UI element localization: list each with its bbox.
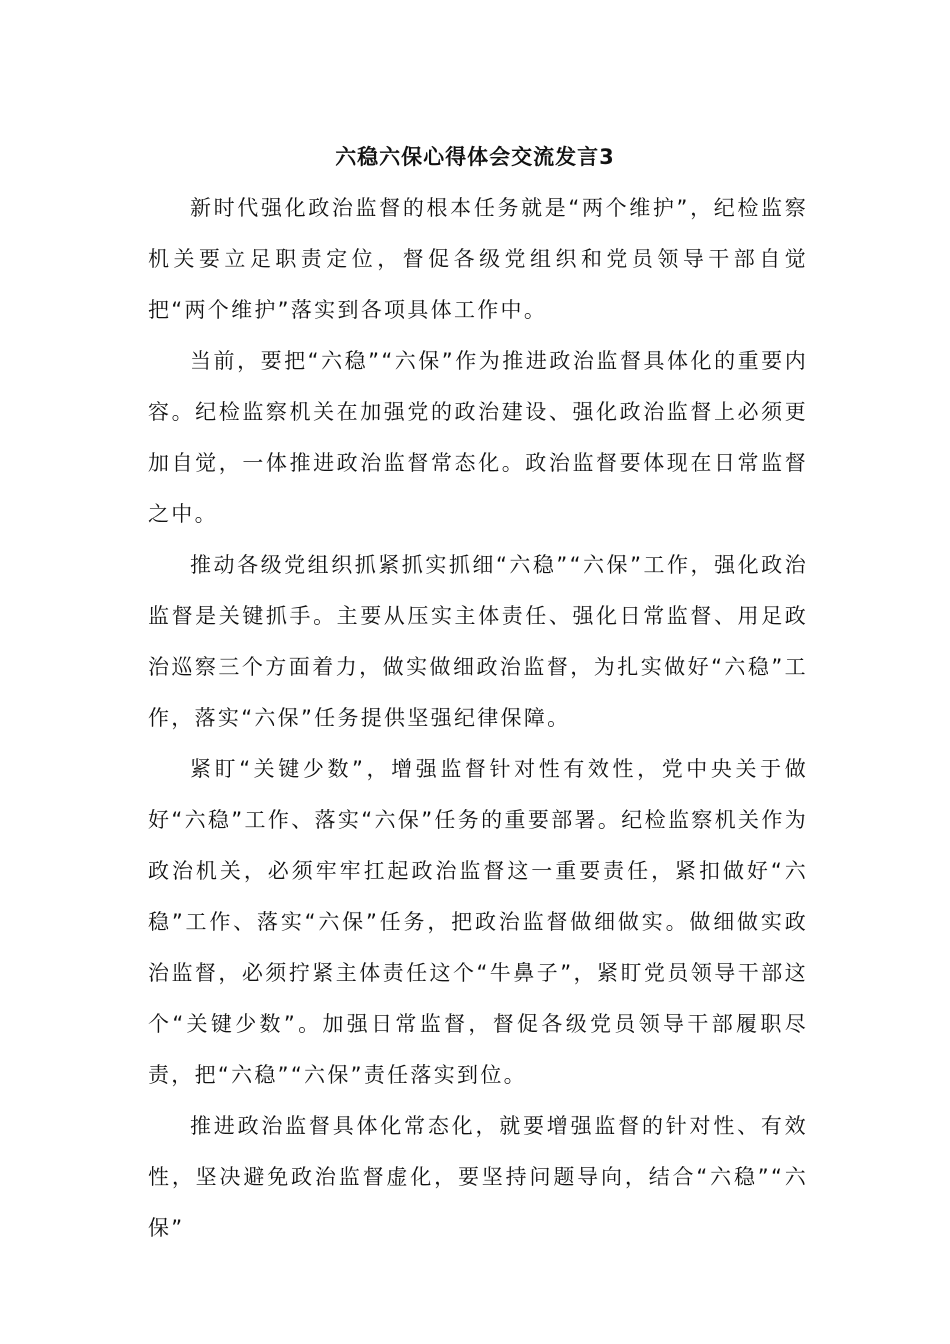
paragraph-5: 推进政治监督具体化常态化，就要增强监督的针对性、有效性，坚决避免政治监督虚化，要坚持问题导向，结合“六稳”“六保” <box>148 1114 808 1240</box>
document-body <box>148 183 808 1254</box>
paragraph-1: 新时代强化政治监督的根本任务就是“两个维护”，纪检监察机关要立足职责定位，督促各级党组织和党员领导干部自觉把“两个维护”落实到各项具体工作中。 <box>148 196 808 322</box>
paragraph-3: 推动各级党组织抓紧抓实抓细“六稳”“六保”工作，强化政治监督是关键抓手。主要从压实主体责任、强化日常监督、用足政治巡察三个方面着力，做实做细政治监督，为扎实做好“六稳”工作，落实“六保”任务提供坚强纪律保障。 <box>148 553 808 730</box>
document-title: 六稳六保心得体会交流发言3 <box>335 145 615 169</box>
paragraph-4: 紧盯“关键少数”，增强监督针对性有效性，党中央关于做好“六稳”工作、落实“六保”任务的重要部署。纪检监察机关作为政治机关，必须牢牢扛起政治监督这一重要责任，紧扣做好“六稳”工作、落实“六保”任务，把政治监督做细做实。做细做实政治监督，必须拧紧主体责任这个“牛鼻子”，紧盯党员领导干部这个“关键少数”。加强日常监督，督促各级党员领导干部履职尽责，把“六稳”“六保”责任落实到位。 <box>148 757 808 1087</box>
paragraph-2: 当前，要把“六稳”“六保”作为推进政治监督具体化的重要内容。纪检监察机关在加强党的政治建设、强化政治监督上必须更加自觉，一体推进政治监督常态化。政治监督要体现在日常监督之中。 <box>148 349 808 526</box>
